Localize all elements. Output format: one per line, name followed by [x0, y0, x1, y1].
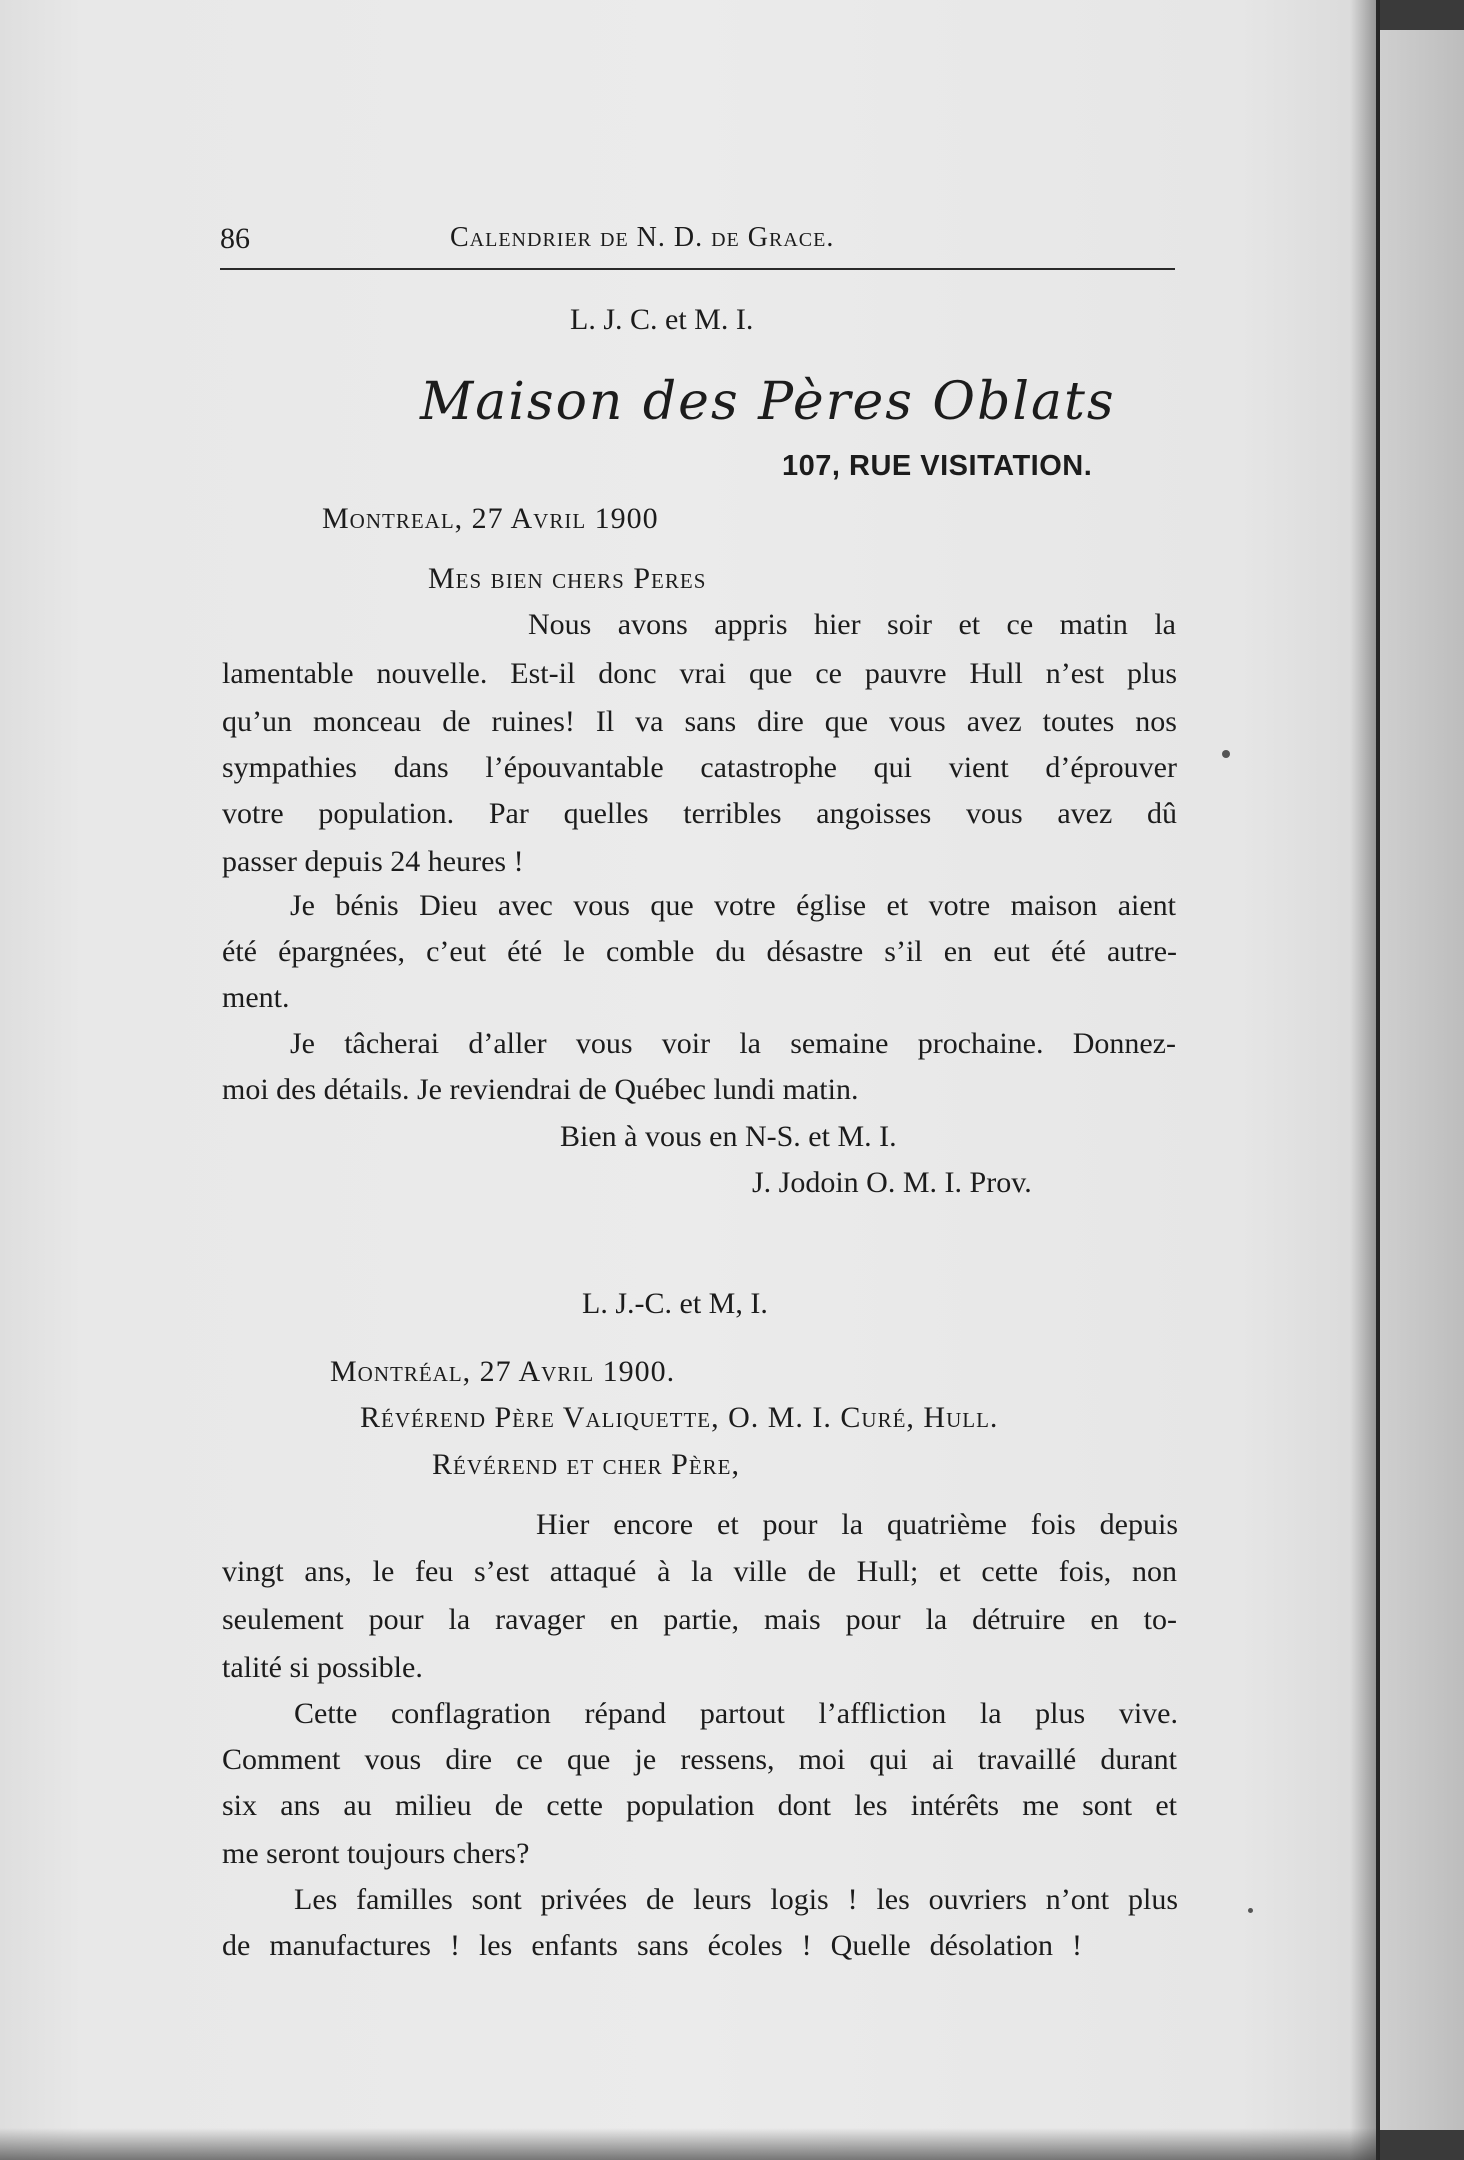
body-line: Je bénis Dieu avec vous que votre église et votre maison aient	[290, 889, 1176, 922]
closing-1: Bien à vous en N-S. et M. I.	[560, 1120, 897, 1153]
body-line: Je tâcherai d’aller vous voir la semaine prochaine. Donnez-	[290, 1027, 1176, 1060]
gutter-shadow	[1350, 0, 1380, 2160]
letterhead-address: 107, RUE VISITATION.	[782, 450, 1093, 482]
dateline-2: Montréal, 27 Avril 1900.	[330, 1355, 676, 1388]
running-title: Calendrier de N. D. de Grace.	[450, 222, 835, 253]
body-line: Hier encore et pour la quatrième fois depuis	[536, 1508, 1178, 1541]
salutation-1: Mes bien chers Peres	[428, 562, 707, 595]
body-line: talité si possible.	[222, 1651, 423, 1684]
motto-1: L. J. C. et M. I.	[570, 303, 754, 336]
body-line: passer depuis 24 heures !	[222, 845, 524, 878]
body-line: de manufactures ! les enfants sans écoles ! Quelle désolation !	[222, 1929, 1082, 1962]
scan-bottom-edge	[0, 2128, 1376, 2160]
body-line: six ans au milieu de cette population dont les intérêts me sont et	[222, 1789, 1177, 1822]
dateline-1: Montreal, 27 Avril 1900	[322, 502, 659, 535]
body-line: seulement pour la ravager en partie, mais pour la détruire en to-	[222, 1603, 1177, 1636]
body-line: Cette conflagration répand partout l’affliction la plus vive.	[294, 1697, 1178, 1730]
page-number: 86	[220, 222, 250, 255]
addressee-2: Révérend Père Valiquette, O. M. I. Curé, Hull.	[360, 1401, 999, 1434]
body-line: ment.	[222, 981, 290, 1014]
scan-speck	[1248, 1908, 1253, 1913]
body-line: moi des détails. Je reviendrai de Québec lundi matin.	[222, 1073, 859, 1106]
letterhead-title: Maison des Pères Oblats	[420, 372, 1116, 432]
signature-1: J. Jodoin O. M. I. Prov.	[752, 1166, 1032, 1199]
body-line: vingt ans, le feu s’est attaqué à la ville de Hull; et cette fois, non	[222, 1555, 1177, 1588]
header-rule	[220, 268, 1175, 270]
motto-2: L. J.-C. et M, I.	[582, 1287, 768, 1320]
body-line: sympathies dans l’épouvantable catastrophe qui vient d’éprouver	[222, 751, 1177, 784]
body-line: lamentable nouvelle. Est-il donc vrai que ce pauvre Hull n’est plus	[222, 657, 1177, 690]
running-head	[220, 212, 1175, 262]
scan-speck	[1222, 750, 1230, 758]
body-line: Comment vous dire ce que je ressens, moi qui ai travaillé durant	[222, 1743, 1177, 1776]
adjacent-page-edge	[1380, 30, 1464, 2130]
salutation-2: Révérend et cher Père,	[432, 1448, 741, 1481]
body-line: me seront toujours chers?	[222, 1837, 530, 1870]
body-line: votre population. Par quelles terribles angoisses vous avez dû	[222, 797, 1177, 830]
body-line: été épargnées, c’eut été le comble du désastre s’il en eut été autre-	[222, 935, 1177, 968]
body-line: qu’un monceau de ruines! Il va sans dire que vous avez toutes nos	[222, 705, 1177, 738]
body-line: Nous avons appris hier soir et ce matin la	[528, 608, 1176, 641]
body-line: Les familles sont privées de leurs logis ! les ouvriers n’ont plus	[294, 1883, 1178, 1916]
